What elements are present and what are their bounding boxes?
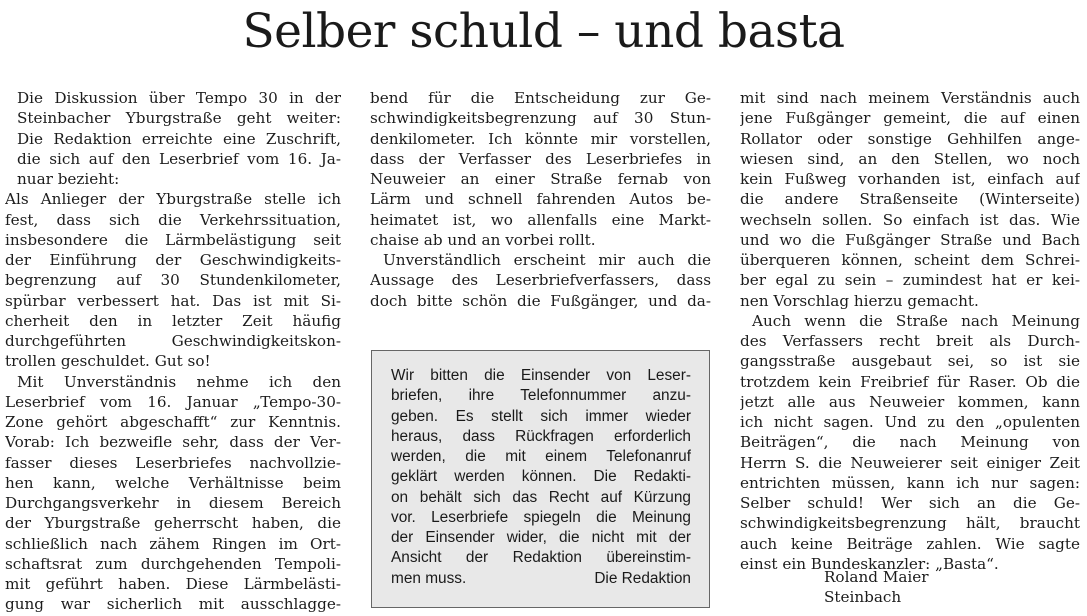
notice-line-last	[391, 569, 691, 589]
text-line: Als Anlieger der Yburgstraße stelle ich	[5, 190, 341, 209]
text-line: entrichten müssen, kann ich nur sagen:	[740, 473, 1080, 492]
text-line: schaftsrat zum durchgehenden Tempoli-	[5, 554, 341, 573]
text-line: jetzt alle aus Neuweier kommen, kann	[740, 392, 1080, 411]
signature-place: Steinbach	[824, 588, 902, 607]
text-line: Selber schuld! Wer sich an die Ge-	[740, 494, 1080, 512]
text-line: insbesondere die Lärmbelästigung seit	[5, 230, 341, 249]
text-line: einst ein Bundeskanzler: „Basta“.	[740, 554, 999, 573]
text-line: fest, dass sich die Verkehrssituation,	[5, 210, 341, 229]
text-line: Aussage des Leserbriefverfassers, dass	[370, 271, 711, 290]
text-line: dass der Verfasser des Leserbriefes in	[370, 149, 711, 168]
text-line: schwindigkeitsbegrenzung auf 30 Stun-	[370, 109, 711, 128]
text-line: die sich auf den Leserbrief vom 16. Ja-	[17, 149, 341, 168]
text-line: wiesen sind, an den Stellen, wo noch	[740, 149, 1080, 168]
text-line: Steinbacher Yburgstraße geht weiter:	[17, 109, 341, 128]
editorial-notice-text	[391, 366, 691, 589]
text-line: Rollator oder sonstige Gehhilfen ange-	[740, 129, 1080, 148]
text-line: wechseln sollen. So einfach ist das. Wie	[740, 210, 1080, 229]
notice-line: on behält sich das Recht auf Kürzung	[391, 488, 691, 506]
text-line: trollen geschuldet. Gut so!	[5, 352, 211, 371]
text-line: chaise ab und an vorbei rollt.	[370, 230, 596, 249]
text-line: spürbar verbessert hat. Das ist mit Si-	[5, 291, 341, 310]
text-line: ich nicht sagen. Und zu den „opulenten	[740, 413, 1080, 431]
text-line: schwindigkeitsbegrenzung hält, braucht	[740, 514, 1080, 533]
text-line: mit sind nach meinem Verständnis auch	[740, 89, 1080, 107]
text-line: des Verfassers recht breit als Durch-	[740, 332, 1080, 350]
text-line: der Einführung der Geschwindigkeits-	[5, 251, 341, 269]
text-line: begrenzung auf 30 Stundenkilometer,	[5, 271, 341, 290]
text-line: doch bitte schön die Fußgänger, und da-	[370, 291, 711, 310]
text-line: mit geführt haben. Diese Lärmbelästi-	[5, 575, 341, 593]
text-line: Die Redaktion erreichte eine Zuschrift,	[17, 129, 341, 148]
text-line: denkilometer. Ich könnte mir vorstellen,	[370, 129, 711, 148]
text-line: gung war sicherlich mit ausschlagge-	[5, 595, 341, 614]
text-line: die andere Straßenseite (Winterseite)	[740, 190, 1080, 209]
notice-line: der Einsender wider, die nicht mit der	[391, 529, 691, 546]
text-line: der Yburgstraße geherrscht haben, die	[5, 514, 341, 533]
text-line: Die Diskussion über Tempo 30 in der	[17, 89, 341, 107]
text-line: überqueren können, scheint dem Schrei-	[740, 251, 1080, 269]
text-line: hen kann, welche Verhältnisse beim	[5, 473, 341, 492]
notice-line: heraus, dass Rückfragen erforderlich	[391, 427, 691, 445]
notice-line: geben. Es stellt sich immer wieder	[391, 407, 691, 425]
notice-line: werden, die mit einem Telefonanruf	[391, 448, 691, 465]
text-line: Mit Unverständnis nehme ich den	[17, 372, 341, 391]
text-line: Beiträgen“, die nach Meinung von	[740, 433, 1080, 452]
text-line: auch keine Beiträge zahlen. Wie sagte	[740, 534, 1080, 553]
text-line: bend für die Entscheidung zur Ge-	[370, 89, 711, 107]
text-line: fasser dieses Leserbriefes nachvollzie-	[5, 453, 341, 472]
text-line: Lärm und schnell fahrenden Autos be-	[370, 190, 711, 209]
notice-line: geklärt werden können. Die Redakti-	[391, 468, 691, 486]
notice-line: briefen, ihre Telefonnummer anzu-	[391, 387, 691, 405]
editorial-notice-box	[371, 350, 710, 608]
signature-name: Roland Maier	[824, 568, 929, 586]
article-column-2	[370, 88, 711, 311]
text-line: Leserbrief vom 16. Januar „Tempo-30-	[5, 392, 341, 411]
text-line: ber egal zu sein – zumindest hat er kei-	[740, 271, 1080, 290]
article-column-1	[5, 88, 341, 615]
text-line: Neuweier an einer Straße fernab von	[370, 170, 711, 188]
text-line: nen Vorschlag hierzu gemacht.	[740, 291, 979, 310]
text-line: Herrn S. die Neuweierer seit einiger Zeit	[740, 453, 1080, 472]
text-line: schließlich nach zähem Ringen im Ort-	[5, 534, 341, 553]
text-line: Unverständlich erscheint mir auch die	[383, 251, 711, 269]
signature	[824, 567, 929, 608]
notice-last-text: men muss.	[391, 569, 467, 587]
text-line: Zone gehört abgeschafft“ zur Kenntnis.	[5, 413, 341, 431]
text-line: heimatet ist, wo allenfalls eine Markt-	[370, 210, 711, 229]
notice-line: Wir bitten die Einsender von Leser-	[391, 367, 691, 384]
notice-signature: Die Redaktion	[594, 569, 691, 587]
text-line: kein Fußweg vorhanden ist, einfach auf	[740, 170, 1080, 188]
notice-line: Ansicht der Redaktion übereinstim-	[391, 549, 691, 567]
text-line: Vorab: Ich bezweifle sehr, dass der Ver-	[5, 433, 341, 452]
headline: Selber schuld – und basta	[242, 4, 845, 59]
text-line: durchgeführten Geschwindigkeitskon-	[5, 332, 341, 350]
text-line: trotzdem kein Freibrief für Raser. Ob die	[740, 372, 1080, 391]
text-line: und wo die Fußgänger Straße und Bach	[740, 230, 1080, 249]
notice-line: vor. Leserbriefe spiegeln die Meinung	[391, 508, 691, 526]
text-line: cherheit den in letzter Zeit häufig	[5, 311, 341, 330]
text-line: gangsstraße ausgebaut sei, so ist sie	[740, 352, 1080, 371]
article-column-3	[740, 88, 1080, 574]
text-line: Durchgangsverkehr in diesem Bereich	[5, 494, 341, 512]
text-line: nuar bezieht:	[17, 170, 120, 188]
text-line: jene Fußgänger gemeint, die auf einen	[740, 109, 1080, 128]
text-line: Auch wenn die Straße nach Meinung	[752, 311, 1080, 330]
